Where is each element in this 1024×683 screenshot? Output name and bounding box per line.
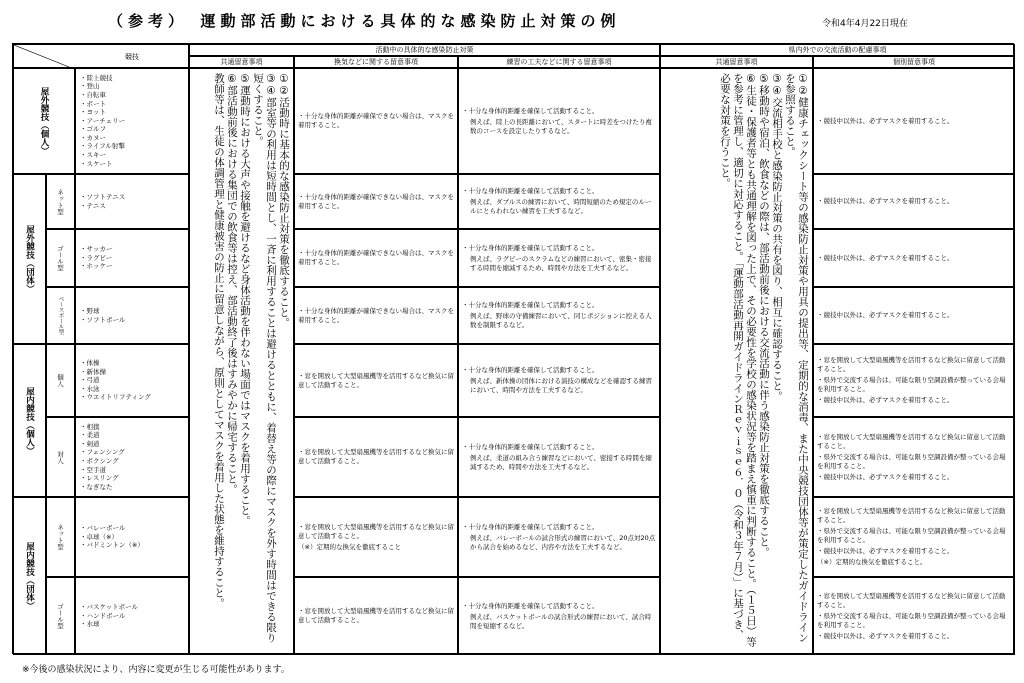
item: 例えば、バレーボールの試合形式の練習において、20点対20点から試合を始めるなど、内容や方法を工夫するなど。 — [470, 533, 656, 551]
item: ・県外で交流する場合は、可能な限り空調設備が整っている会場を利用すること。 — [817, 611, 1006, 629]
individual-cell — [813, 287, 1015, 344]
sport-list — [75, 229, 189, 287]
item: ・窓を開放して大型扇風機等を活用するなど換気に留意して活動すること。 — [817, 507, 1006, 524]
item: ・野球 — [80, 306, 100, 315]
item: ・十分な身体的距離が確保できない場合は、マスクを着用すること。 — [298, 112, 454, 129]
item: ・水球 — [80, 620, 100, 629]
item: 例えば、バスケットボールの試合形式の練習において、試合時間を短縮するなど。 — [470, 612, 652, 630]
item: 例えば、新体操の団体における演技の構成などを確認する練習において、時間や方法を工夫するなど。 — [470, 377, 652, 394]
item: （※）定期的な換気を徹底すること — [298, 542, 401, 551]
item: ・ウエイトリフティング — [80, 393, 151, 402]
item: ・窓を開放して大型扇風機等を活用するなど換気に留意して活動すること。 — [817, 432, 1006, 450]
item: ・ホッケー — [80, 262, 113, 271]
item: ・柔道 — [80, 431, 100, 440]
item: ・競技中以外は、必ずマスクを着用すること。 — [817, 396, 954, 404]
item: ・県外で交流する場合は、可能な限り空調設備が整っている会場を利用すること。 — [817, 452, 1006, 470]
individual-cell — [813, 497, 1015, 577]
sport-list — [75, 577, 189, 655]
item: ・テニス — [80, 201, 106, 210]
item: ・競技中以外は、必ずマスクを着用すること。 — [817, 197, 954, 205]
item: ・競技中以外は、必ずマスクを着用すること。 — [817, 472, 954, 481]
header-common: 共通留意事項 — [189, 56, 294, 68]
practice-cell — [458, 497, 660, 577]
item: 例えば、柔道の組み合う練習などにおいて、密接する時間を縮減するため、時間や方法を工夫するなど。 — [470, 453, 652, 471]
measures-table — [12, 43, 1014, 654]
ventilation-cell — [294, 344, 458, 417]
ventilation-cell — [294, 229, 458, 287]
item: ・十分な身体的距離を確保して活動すること。 — [462, 366, 599, 374]
item: 例えば、野球の守備練習において、同じポジションに控える人数を制限するなど。 — [470, 312, 652, 329]
ventilation-cell — [294, 417, 458, 497]
item: 例えば、ラグビーのスクラムなどの練習において、密集・密接する時間を縮減するため、時間や方法を工夫するなど。 — [470, 254, 652, 272]
ventilation-cell — [294, 174, 458, 229]
sub-base-type: ベースボール型 — [46, 287, 75, 344]
group-outdoor-individual: 屋外競技（個人） — [13, 68, 75, 174]
item: ・スケート — [80, 159, 113, 168]
item: ・十分な身体的距離を確保して活動すること。 — [462, 522, 599, 531]
item: ・競技中以外は、必ずマスクを着用すること。 — [817, 311, 954, 319]
item: ・相撲 — [80, 422, 100, 431]
individual-cell — [813, 68, 1015, 174]
header-activity-group: 活動中の具体的な感染防止対策 — [189, 44, 660, 56]
item: ・ハンドボール — [80, 611, 126, 620]
item: ・競技中以外は、必ずマスクを着用すること。 — [817, 253, 954, 262]
individual-cell — [813, 577, 1015, 655]
item: ・窓を開放して大型扇風機等を活用するなど換気に留意して活動すること。 — [298, 448, 454, 465]
item: 例えば、陸上の長距離において、スタートに時差をつけたり複数のコースを設定したりするなど。 — [470, 117, 652, 135]
item: ・バレーボール — [80, 524, 126, 533]
practice-cell — [458, 229, 660, 287]
date-label: 令和4年4月22日現在 — [822, 19, 908, 29]
practice-cell — [458, 577, 660, 655]
item: ・ソフトボール — [80, 315, 126, 324]
group-outdoor-team: 屋外競技（団体） — [13, 174, 46, 344]
footnote: ※今後の感染状況により、内容に変更が生じる可能性があります。 — [22, 665, 290, 675]
item: ・十分な身体的距離を確保して活動すること。 — [462, 106, 599, 115]
item: ・ボクシング — [80, 457, 119, 465]
common-measures-text: ①②活動時に基本的な感染防止対策を徹底すること。 ③④部室等の利用は短時間とし、一斉に利用することは避けるとともに、着替え等の際にマスクを外す時間はできる限り短くすること。 ⑤運動時における大声や接触を避けるなど身体活動を伴わない場面ではマスクを着用すること。 ⑥部活動前後における集団での飲食等は控え、部活動終了後はすみやかに帰宅すること。 教師等は、生徒の体調管理と健康被害の防止に留意しながら、原則としてマスクを着用した状態を維持すること。 — [189, 68, 294, 655]
practice-cell — [458, 174, 660, 229]
sub-goal-type-2: ゴール型 — [46, 577, 75, 655]
header-ventilation: 換気などに関する留意事項 — [294, 56, 458, 68]
ventilation-cell — [294, 287, 458, 344]
item: ・競技中以外は、必ずマスクを着用すること。 — [817, 116, 954, 125]
item: ・競技中以外は、必ずマスクを着用すること。 — [817, 547, 954, 555]
sport-list — [75, 344, 189, 417]
item: ・レスリング — [80, 474, 119, 483]
item: ・自転車 — [80, 90, 106, 99]
item: ・窓を開放して大型扇風機等を活用するなど換気に留意して活動すること。 — [817, 356, 1006, 373]
item: ・十分な身体的距離が確保できない場合は、マスクを着用すること。 — [298, 249, 454, 266]
item: ・窓を開放して大型扇風機等を活用するなど換気に留意して活動すること。 — [298, 522, 454, 540]
item: ・十分な身体的距離を確保して活動すること。 — [462, 301, 599, 309]
item: ・なぎなた — [80, 482, 113, 491]
ventilation-cell — [294, 68, 458, 174]
individual-cell — [813, 344, 1015, 417]
item: ・弓道 — [80, 376, 100, 385]
exchange-common-text: ①②健康チェックシート等の感染防止対策や用具の提出等、定期的な消毒、また中央競技団体等が策定したガイドラインを参照すること。 ③④交流相手校と感染防止対策の共有を図り、相互に確認すること。 ⑤移動時や宿泊、飲食などの際は、部活動前後における交流活動に伴う感染防止対策を徹底すること。 ⑥生徒・保護者等とも共通理解を図った上で、その必要性を学校の感染状況等を踏まえ慎重に判断すること。（１５日）等を参考に管理し、適切に対応すること。「運動部活動再開ガイドラインＲｅｖｉｓｅ６．０（令和３年７月）」に基づき、必要な対策を行うこと。 — [660, 68, 813, 655]
header-individual: 個別留意事項 — [813, 56, 1015, 68]
sub-versus: 対人 — [46, 417, 75, 497]
ventilation-cell — [294, 497, 458, 577]
item: ・バドミントン（※） — [80, 541, 144, 550]
item: ・フェンシング — [80, 448, 125, 457]
item: ・県外で交流する場合は、可能な限り空調設備が整っている会場を利用すること。 — [817, 376, 1006, 393]
item: ・サッカー — [80, 245, 113, 254]
item: ・窓を開放して大型扇風機等を活用するなど換気に留意して活動すること。 — [298, 607, 454, 624]
item: ・十分な身体的距離が確保できない場合は、マスクを着用すること。 — [298, 192, 454, 210]
item: ・窓を開放して大型扇風機等を活用するなど換気に留意して活動すること。 — [298, 371, 454, 389]
item: ・バスケットボール — [80, 603, 139, 612]
sport-list — [75, 417, 189, 497]
header-sport: 競技 — [125, 53, 139, 61]
group-indoor-individual: 屋内競技（個人） — [13, 344, 46, 497]
item: ・剣道 — [80, 439, 100, 448]
sport-list — [75, 174, 189, 229]
item: ・ライフル射撃 — [80, 142, 125, 151]
item: ・十分な身体的距離を確保して活動すること。 — [462, 442, 599, 451]
item: ・新体操 — [80, 367, 106, 376]
item: ・窓を開放して大型扇風機等を活用するなど換気に留意して活動すること。 — [817, 591, 1006, 609]
group-indoor-team: 屋内競技（団体） — [13, 497, 46, 655]
individual-cell — [813, 174, 1015, 229]
item: ・ゴルフ — [80, 125, 106, 134]
ventilation-cell — [294, 577, 458, 655]
item: ・カヌー — [80, 133, 106, 142]
page-title: （参考） 運動部活動における具体的な感染防止対策の例 — [108, 12, 621, 30]
practice-cell — [458, 68, 660, 174]
practice-cell — [458, 417, 660, 497]
sub-net-type-2: ネット型 — [46, 497, 75, 577]
item: ・県外で交流する場合は、可能な限り空調設備が整っている会場を利用すること。 — [817, 527, 1006, 544]
corner-cell — [13, 44, 189, 68]
practice-cell — [458, 344, 660, 417]
individual-cell — [813, 417, 1015, 497]
sport-list — [75, 287, 189, 344]
item: ・十分な身体的距離を確保して活動すること。 — [462, 601, 599, 610]
item: （※）定期的な換気を徹底すること。 — [817, 558, 927, 566]
item: ・ヨット — [80, 108, 106, 117]
item: ・十分な身体的距離を確保して活動すること。 — [462, 187, 599, 195]
item: ・水泳 — [80, 384, 100, 393]
sub-goal-type: ゴール型 — [46, 229, 75, 287]
sport-list — [75, 68, 189, 174]
item: ・競技中以外は、必ずマスクを着用すること。 — [817, 631, 954, 640]
item: ・ボート — [80, 99, 106, 108]
diagonal-line — [14, 45, 74, 68]
header-practice: 練習の工夫などに関する留意事項 — [458, 56, 660, 68]
sub-net-type: ネット型 — [46, 174, 75, 229]
sub-solo: 個人 — [46, 344, 75, 417]
practice-cell — [458, 287, 660, 344]
header-exchange-common: 共通留意事項 — [660, 56, 813, 68]
item: ・ラグビー — [80, 253, 113, 262]
item: ・空手道 — [80, 465, 106, 474]
item: ・十分な身体的距離が確保できない場合は、マスクを着用すること。 — [298, 306, 454, 324]
item: ・ソフトテニス — [80, 192, 126, 201]
individual-cell — [813, 229, 1015, 287]
item: ・十分な身体的距離を確保して活動すること。 — [462, 243, 599, 252]
sport-list — [75, 497, 189, 577]
header-exchange-group: 県内外での交流活動の配慮事項 — [660, 44, 1015, 56]
item: ・陸上競技 — [80, 73, 113, 82]
item: ・卓球（※） — [80, 532, 118, 541]
item: 例えば、ダブルスの練習において、時間短縮のため規定のルールにとらわれない練習を工夫するなど。 — [470, 198, 652, 215]
item: ・スキー — [80, 151, 106, 160]
item: ・アーチェリー — [80, 116, 126, 125]
item: ・登山 — [80, 82, 100, 91]
item: ・体操 — [80, 359, 100, 368]
